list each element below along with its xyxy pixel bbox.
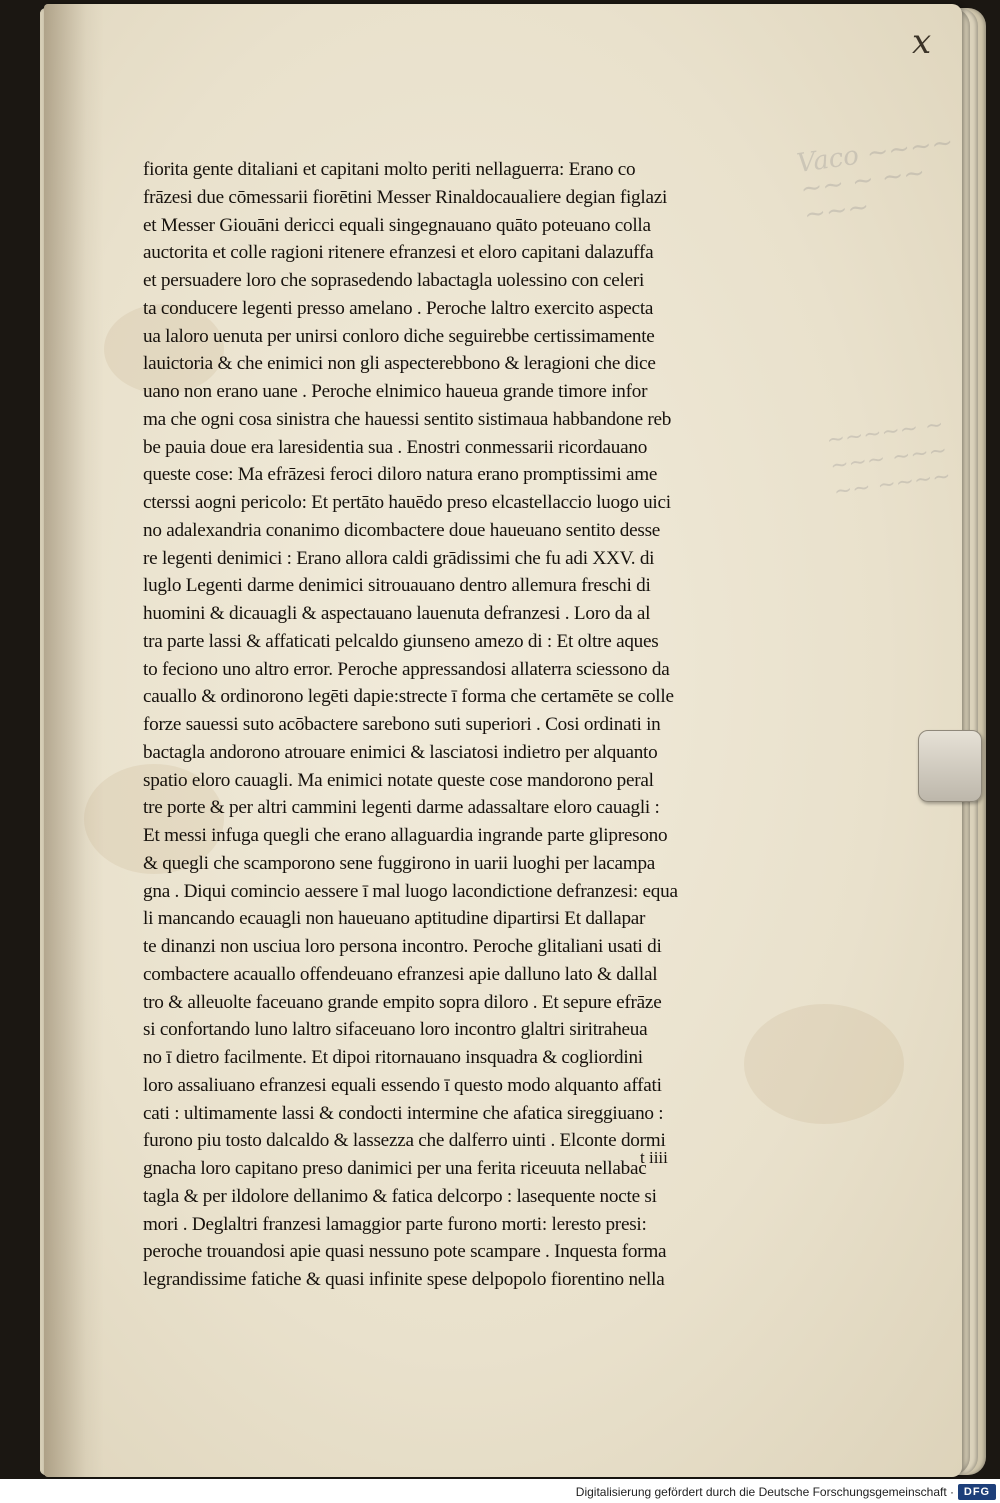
incunable-text-block (143, 156, 715, 1294)
text-line: mori . Deglaltri franzesi lamaggior parte furono morti: leresto presi: (143, 1213, 647, 1235)
text-line: lauictoria & che enimici non gli aspecterebbono & leragioni che dice (143, 353, 656, 375)
text-line: bactagla andorono atrouare enimici & lasciatosi indietro per alquanto (143, 741, 658, 763)
text-line: cati : ultimamente lassi & condocti intermine che afatica sireggiuano : (143, 1102, 664, 1124)
text-line: cterssi aogni pericolo: Et pertāto hauēdo preso elcastellaccio luogo uici (143, 492, 671, 513)
text-line: si confortando luno laltro sifaceuano loro incontro glaltri siritraheua (143, 1019, 648, 1041)
text-line: furono piu tosto dalcaldo & lassezza che dalferro uinti . Elconte dormi (143, 1130, 666, 1152)
text-line: combactere acauallo offendeuano efranzesi apie dalluno lato & dallal (143, 963, 658, 985)
bleed-through-handwriting: Vaco ~~~~ ~~ ~ ~~ ~~~ (795, 127, 956, 231)
text-line: tagla & per ildolore dellanimo & fatica delcorpo : lasequente nocte si (143, 1185, 657, 1207)
text-line: Et messi infuga quegli che erano allaguardia ingrande parte glipresono (143, 825, 668, 846)
text-line: forze sauessi suto acōbactere sarebono suti superiori . Cosi ordinati in (143, 714, 661, 735)
text-line: peroche trouandosi apie quasi nessuno pote scampare . Inquesta forma (143, 1241, 667, 1263)
text-line: tro & alleuolte faceuano grande empito sopra diloro . Et sepure efrāze (143, 991, 662, 1013)
page-clip-tab (918, 730, 982, 802)
dfg-logo: DFG (958, 1484, 996, 1500)
text-line: tra parte lassi & affaticati pelcaldo giunseno amezo di : Et oltre aques (143, 630, 659, 652)
foxing-stain (744, 1004, 904, 1124)
page-gutter-shadow (44, 4, 104, 1477)
text-line: et persuadere loro che soprasedendo labactagla uolessino con celeri (143, 270, 645, 291)
text-line: & quegli che scamporono sene fuggirono in uarii luoghi per lacampa (143, 852, 656, 874)
text-line: auctorita et colle ragioni ritenere efranzesi et eloro capitani dalazuffa (143, 242, 654, 264)
text-line: luglo Legenti darme denimici sitrouauano dentro allemura freschi di (143, 575, 651, 597)
text-line: te dinanzi non usciua loro persona incontro. Peroche glitaliani usati di (143, 936, 662, 957)
text-line: huomini & dicauagli & aspectauano lauenuta defranzesi . Loro da al (143, 603, 651, 624)
digitization-footer (0, 1479, 1000, 1503)
text-line: uano non erano uane . Peroche elnimico haueua grande timore infor (143, 381, 648, 402)
text-line: be pauia doue era laresidentia sua . Enostri conmessarii ricordauano (143, 436, 648, 458)
text-line: frāzesi due cōmessarii fiorētini Messer Rinaldocaualiere degian figlazi (143, 186, 668, 208)
text-line: cauallo & ordinorono legēti dapie:strecte ī forma che certamēte se colle (143, 686, 674, 708)
text-line: legrandissime fatiche & quasi infinite spese delpopolo fiorentino nella (143, 1269, 665, 1290)
text-line: to feciono uno altro error. Peroche appressandosi allaterra sciessono da (143, 658, 670, 680)
text-line: no ī dietro facilmente. Et dipoi ritornauano insquadra & cogliordini (143, 1047, 643, 1068)
text-line: re legenti denimici : Erano allora caldi grādissimi che fu adi XXV. di (143, 547, 655, 569)
text-line: spatio eloro cauagli. Ma enimici notate queste cose mandorono peral (143, 769, 654, 791)
text-line: gna . Diqui comincio aessere ī mal luogo lacondictione defranzesi: equa (143, 880, 678, 902)
text-line: tre porte & per altri cammini legenti darme adassaltare eloro cauagli : (143, 797, 660, 819)
funding-notice: Digitalisierung gefördert durch die Deutsche Forschungsgemeinschaft · (575, 1485, 954, 1499)
text-line: gnacha loro capitano preso danimici per una ferita riceuuta nellabac (143, 1158, 647, 1179)
text-line: li mancando ecauagli non haueuano aptitudine dipartirsi Et dallapar (143, 908, 646, 930)
folio-mark: x (912, 22, 932, 62)
signature-mark: t iiii (640, 1148, 668, 1167)
text-line: ta conducere legenti presso amelano . Peroche laltro exercito aspecta (143, 297, 654, 319)
text-line: ma che ogni cosa sinistra che hauessi sentito sistimaua habbandone reb (143, 408, 672, 430)
text-line: ua laloro uenuta per unirsi conloro diche seguirebbe certissimamente (143, 325, 655, 347)
text-line: et Messer Giouāni dericci equali singegnauano quāto poteuano colla (143, 214, 651, 236)
text-line: fiorita gente ditaliani et capitani molto periti nellaguerra: Erano co (143, 159, 636, 180)
bleed-through-handwriting: ~~~~~ ~ ~~~ ~~~ ~~ ~~~~ (825, 412, 953, 505)
text-line: no adalexandria conanimo dicombactere doue haueuano sentito desse (143, 519, 661, 541)
text-line: loro assaliuano efranzesi equali essendo ī questo modo alquanto affati (143, 1074, 662, 1096)
text-line: queste cose: Ma efrāzesi feroci diloro natura erano promptissimi ame (143, 464, 658, 486)
